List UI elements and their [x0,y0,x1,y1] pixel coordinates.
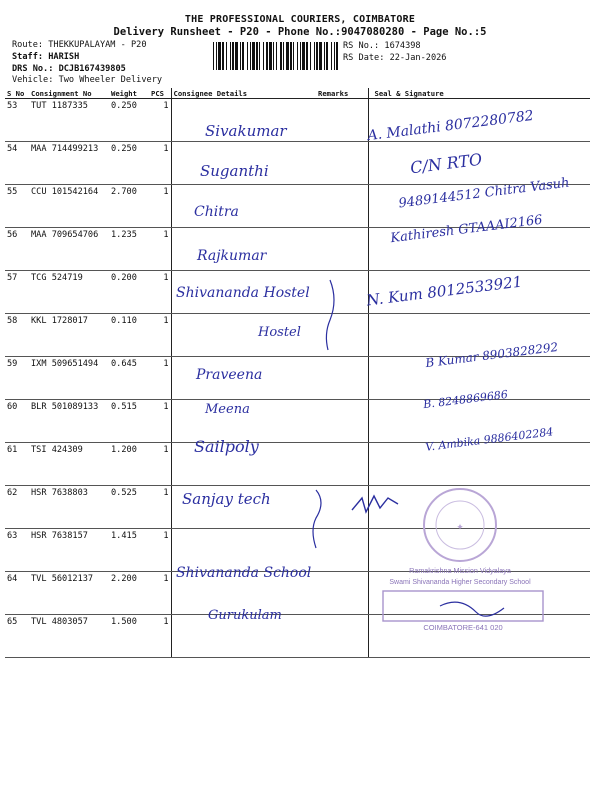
row-consignment: IXM 509651494 [29,357,109,400]
row-signature-cell [368,314,590,357]
table-row [5,357,590,400]
row-consignment: CCU 101542164 [29,185,109,228]
row-consignee-cell [171,357,316,400]
row-consignee-cell [171,572,316,615]
handwritten-signature: Kathiresh GTAAAI2166 [389,212,544,247]
row-remarks-cell [316,228,368,271]
row-consignment: TVL 4803057 [29,615,109,658]
company-title: THE PROFESSIONAL COURIERS, COIMBATORE [184,14,416,25]
row-remarks-cell [316,314,368,357]
school-seal-stamp [365,485,560,635]
row-weight: 1.235 [109,228,149,271]
row-consignment: MAA 709654706 [29,228,109,271]
row-remarks-cell [316,443,368,486]
row-consignee-cell [171,400,316,443]
row-pcs: 1 [149,443,171,486]
row-remarks-cell [316,99,368,142]
row-pcs: 1 [149,486,171,529]
handwritten-consignee: Shivananda Hostel [176,285,310,301]
row-consignment: KKL 1728017 [29,314,109,357]
row-signature-cell [368,400,590,443]
row-remarks-cell [316,572,368,615]
row-consignment: TSI 424309 [29,443,109,486]
row-sno: 62 [5,486,29,529]
row-weight: 1.415 [109,529,149,572]
row-weight: 0.250 [109,142,149,185]
table-row [5,99,590,142]
row-pcs: 1 [149,572,171,615]
row-consignee-cell [171,529,316,572]
handwritten-consignee: Sivakumar [205,122,287,140]
row-signature-cell [368,357,590,400]
row-pcs: 1 [149,615,171,658]
row-weight: 0.250 [109,99,149,142]
row-consignee-cell [171,314,316,357]
row-sno: 65 [5,615,29,658]
row-remarks-cell [316,400,368,443]
svg-text:COIMBATORE-641 020: COIMBATORE-641 020 [423,623,503,632]
vehicle-label: Vehicle: Two Wheeler Delivery [12,75,163,85]
row-sno: 58 [5,314,29,357]
row-consignment: HSR 7638157 [29,529,109,572]
row-signature-cell [368,228,590,271]
row-consignee-cell [171,142,316,185]
svg-text:Ramakrishna Mission Vidyalaya: Ramakrishna Mission Vidyalaya [409,566,511,575]
row-remarks-cell [316,142,368,185]
handwritten-consignee: Hostel [258,325,301,340]
row-signature-cell [368,142,590,185]
table-row [5,443,590,486]
barcode [213,42,338,70]
row-remarks-cell [316,529,368,572]
row-remarks-cell [316,185,368,228]
svg-text:✦: ✦ [456,523,464,533]
row-remarks-cell [316,357,368,400]
staff-label: Staff: HARISH [12,52,80,62]
handwritten-consignee: Chitra [194,204,239,220]
row-pcs: 1 [149,400,171,443]
row-pcs: 1 [149,228,171,271]
row-signature-cell [366,99,590,145]
row-consignment: TCG 524719 [29,271,109,314]
handwritten-signature: A. Malathi 8072280782 [366,107,535,145]
row-sno: 53 [5,99,29,142]
row-signature-cell [368,443,590,486]
handwritten-signature: B. 8248869686 [422,387,509,412]
row-sno: 64 [5,572,29,615]
row-remarks-cell [316,615,368,658]
row-pcs: 1 [149,142,171,185]
col-sno: S No [5,88,29,99]
row-weight: 2.200 [109,572,149,615]
rs-date: RS Date: 22-Jan-2026 [343,53,447,63]
row-consignee-cell [171,99,316,142]
row-remarks-cell [316,271,368,314]
row-sno: 57 [5,271,29,314]
row-sno: 55 [5,185,29,228]
table-row [5,228,590,271]
table-row [5,400,590,443]
row-pcs: 1 [149,185,171,228]
row-remarks-cell [316,486,368,529]
row-pcs: 1 [149,357,171,400]
col-pcs: PCS [149,88,171,99]
svg-text:Swami Shivananda Higher Second: Swami Shivananda Higher Secondary School [389,579,531,586]
table-row [5,314,590,357]
row-consignment: HSR 7638803 [29,486,109,529]
col-signature: Seal & Signature [368,88,590,99]
table-row [5,271,590,314]
row-consignment: MAA 714499213 [29,142,109,185]
handwritten-consignee: Praveena [196,367,263,383]
row-consignee-cell [171,185,316,228]
row-weight: 0.525 [109,486,149,529]
handwritten-consignee: Sailpoly [194,437,259,456]
rs-number: RS No.: 1674398 [343,41,421,51]
handwritten-consignee: Suganthi [200,162,269,180]
row-sno: 54 [5,142,29,185]
handwritten-consignee: Sanjay tech [182,490,271,508]
row-signature-cell [368,185,590,228]
handwritten-signature: 9489144512 Chitra Vasuh [397,175,571,212]
handwritten-signature: B Kumar 8903828292 [424,339,559,371]
table-row [5,142,590,185]
row-pcs: 1 [149,99,171,142]
handwritten-signature: C/N RTO [409,149,484,178]
row-consignee-cell [171,615,316,658]
handwritten-consignee: Gurukulam [208,608,282,623]
row-consignee-cell [171,228,316,271]
row-weight: 0.200 [109,271,149,314]
row-consignment: TVL 56012137 [29,572,109,615]
row-consignment: TUT 1187335 [29,99,109,142]
row-pcs: 1 [149,271,171,314]
row-weight: 1.500 [109,615,149,658]
col-consignment: Consignment No [29,88,109,99]
route-label: Route: THEKKUPALAYAM - P20 [12,40,147,50]
drs-label: DRS No.: DCJB167439805 [12,64,126,74]
row-sno: 59 [5,357,29,400]
handwritten-signature: N. Kum 8012533921 [365,272,524,310]
row-sno: 60 [5,400,29,443]
handwritten-signature: V. Ambika 9886402284 [424,425,554,454]
table-row [5,185,590,228]
row-weight: 2.700 [109,185,149,228]
table-header-row [5,88,590,99]
handwritten-consignee: Shivananda School [176,565,312,581]
row-consignee-cell [171,486,316,529]
row-signature-cell [368,271,590,314]
col-weight: Weight [109,88,149,99]
row-sno: 61 [5,443,29,486]
row-sno: 56 [5,228,29,271]
handwritten-consignee: Meena [205,402,250,417]
handwritten-consignee: Rajkumar [197,248,267,264]
col-consignee: Consignee Details [171,88,316,99]
row-sno: 63 [5,529,29,572]
row-weight: 0.110 [109,314,149,357]
row-consignment: BLR 501089133 [29,400,109,443]
row-weight: 0.515 [109,400,149,443]
row-weight: 0.645 [109,357,149,400]
col-remarks: Remarks [316,88,368,99]
runsheet-title: Delivery Runsheet - P20 - Phone No.:9047080280 - Page No.:5 [113,26,487,38]
row-consignee-cell [171,271,316,314]
row-weight: 1.200 [109,443,149,486]
row-pcs: 1 [149,314,171,357]
row-pcs: 1 [149,529,171,572]
row-consignee-cell [171,443,316,486]
